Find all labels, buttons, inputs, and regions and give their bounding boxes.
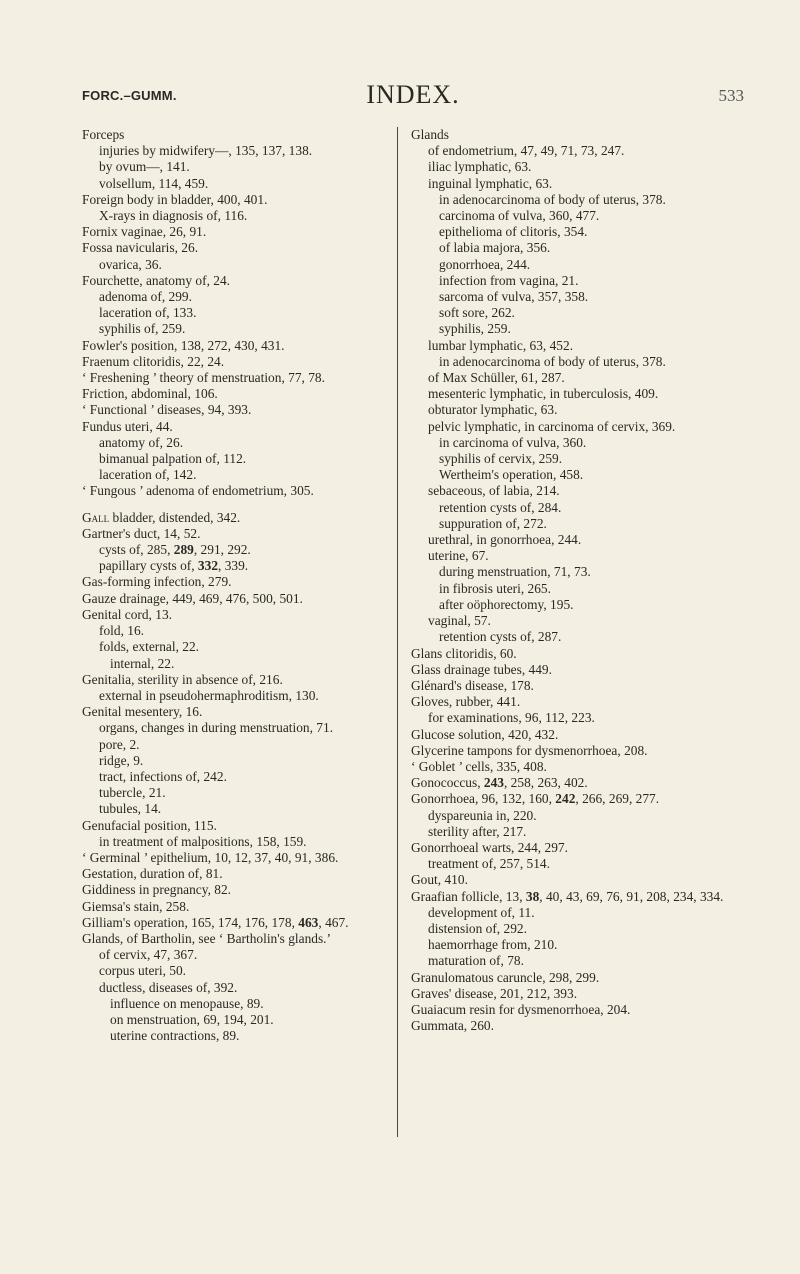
index-subentry: volsellum, 114, 459.: [99, 175, 209, 191]
index-subentry: during menstruation, 71, 73.: [439, 564, 591, 580]
index-subentry: Wertheim's operation, 458.: [439, 467, 584, 483]
index-subentry: adenoma of, 299.: [99, 289, 192, 305]
index-subentry: laceration of, 142.: [99, 467, 197, 483]
index-subentry: internal, 22.: [110, 655, 175, 671]
index-entry: Glycerine tampons for dysmenorrhoea, 208.: [411, 742, 648, 758]
index-subentry: vaginal, 57.: [428, 613, 491, 629]
index-subentry: bimanual palpation of, 112.: [99, 451, 247, 467]
index-entry: ‘ Freshening ’ theory of menstruation, 77, 78.: [82, 370, 325, 386]
index-subentry: organs, changes in during menstruation, 71.: [99, 720, 334, 736]
index-entry: ‘ Goblet ’ cells, 335, 408.: [411, 758, 547, 774]
index-subentry: infection from vagina, 21.: [439, 272, 579, 288]
index-entry: Fourchette, anatomy of, 24.: [82, 272, 231, 288]
index-entry: Genitalia, sterility in absence of, 216.: [82, 671, 283, 687]
index-subentry: papillary cysts of, 332, 339.: [99, 558, 249, 574]
index-subentry: urethral, in gonorrhoea, 244.: [428, 532, 582, 548]
index-entry: Fraenum clitoridis, 22, 24.: [82, 353, 225, 369]
index-entry: Glans clitoridis, 60.: [411, 645, 517, 661]
page-header: [82, 82, 744, 112]
index-entry: Friction, abdominal, 106.: [82, 386, 218, 402]
index-subentry: obturator lymphatic, 63.: [428, 402, 558, 418]
section-gap: [82, 500, 382, 510]
index-subentry: syphilis of, 259.: [99, 321, 186, 337]
index-subentry: in carcinoma of vulva, 360.: [439, 434, 587, 450]
index-entry: Graafian follicle, 13, 38, 40, 43, 69, 76, 91, 208, 234, 334.: [411, 888, 724, 904]
index-subentry: for examinations, 96, 112, 223.: [428, 710, 595, 726]
index-subentry: suppuration of, 272.: [439, 515, 547, 531]
index-subentry: anatomy of, 26.: [99, 434, 184, 450]
index-entry: Gonococcus, 243, 258, 263, 402.: [411, 775, 588, 791]
index-subentry: sterility after, 217.: [428, 823, 527, 839]
index-entry: Glands, of Bartholin, see ‘ Bartholin's glands.’: [82, 930, 331, 946]
index-subentry: carcinoma of vulva, 360, 477.: [439, 208, 600, 224]
column-divider: [397, 127, 398, 1137]
index-subentry: pore, 2.: [99, 736, 140, 752]
index-subentry: of labia majora, 356.: [439, 240, 551, 256]
index-subentry: folds, external, 22.: [99, 639, 200, 655]
index-subentry: in adenocarcinoma of body of uterus, 378.: [439, 353, 666, 369]
index-subentry: tract, infections of, 242.: [99, 768, 227, 784]
index-entry: ‘ Fungous ’ adenoma of endometrium, 305.: [82, 483, 314, 499]
index-entry: Glénard's disease, 178.: [411, 677, 534, 693]
index-entry: Forceps: [82, 127, 125, 142]
index-subentry: sarcoma of vulva, 357, 358.: [439, 289, 589, 305]
running-head: FORC.–GUMM.: [82, 88, 177, 103]
index-subentry: after oöphorectomy, 195.: [439, 596, 574, 612]
index-entry: Foreign body in bladder, 400, 401.: [82, 191, 268, 207]
index-subentry: retention cysts of, 287.: [439, 629, 562, 645]
index-entry: ‘ Germinal ’ epithelium, 10, 12, 37, 40, 91, 386.: [82, 849, 339, 865]
index-entry: Graves' disease, 201, 212, 393.: [411, 985, 578, 1001]
index-entry: Gauze drainage, 449, 469, 476, 500, 501.: [82, 590, 303, 606]
index-subentry: sebaceous, of labia, 214.: [428, 483, 560, 499]
index-entry: Gilliam's operation, 165, 174, 176, 178, 463, 467.: [82, 914, 349, 930]
index-entry: Genital cord, 13.: [82, 606, 172, 622]
index-entry: Gloves, rubber, 441.: [411, 694, 521, 710]
index-entry: Genufacial position, 115.: [82, 817, 217, 833]
index-entry: Gestation, duration of, 81.: [82, 866, 223, 882]
index-subentry: fold, 16.: [99, 623, 145, 639]
index-subentry: syphilis of cervix, 259.: [439, 451, 563, 467]
index-subentry: injuries by midwifery—, 135, 137, 138.: [99, 143, 313, 159]
index-subentry: pelvic lymphatic, in carcinoma of cervix, 369.: [428, 418, 676, 434]
index-subentry: treatment of, 257, 514.: [428, 856, 550, 872]
index-subentry: uterine, 67.: [428, 548, 489, 564]
index-subentry: uterine contractions, 89.: [110, 1028, 240, 1044]
index-subentry: ridge, 9.: [99, 752, 144, 768]
index-subentry: epithelioma of clitoris, 354.: [439, 224, 588, 240]
index-entry: Giemsa's stain, 258.: [82, 898, 190, 914]
index-subentry: syphilis, 259.: [439, 321, 511, 337]
index-subentry: development of, 11.: [428, 904, 535, 920]
index-entry: Gonorrhoea, 96, 132, 160, 242, 266, 269, 277.: [411, 791, 660, 807]
index-entry: Gonorrhoeal warts, 244, 297.: [411, 839, 568, 855]
page-number: 533: [718, 86, 744, 105]
index-subentry: retention cysts of, 284.: [439, 499, 562, 515]
index-subentry: ductless, diseases of, 392.: [99, 979, 238, 995]
index-subentry: X-rays in diagnosis of, 116.: [99, 208, 248, 224]
index-subentry: in treatment of malpositions, 158, 159.: [99, 833, 307, 849]
index-subentry: laceration of, 133.: [99, 305, 197, 321]
index-subentry: cysts of, 285, 289, 291, 292.: [99, 542, 251, 558]
index-subentry: iliac lymphatic, 63.: [428, 159, 532, 175]
index-subentry: gonorrhoea, 244.: [439, 256, 531, 272]
index-entry: Gall bladder, distended, 342.: [82, 509, 241, 525]
index-entry: ‘ Functional ’ diseases, 94, 393.: [82, 402, 252, 418]
index-subentry: corpus uteri, 50.: [99, 963, 187, 979]
index-subentry: in fibrosis uteri, 265.: [439, 580, 551, 596]
page-title: INDEX.: [366, 80, 460, 109]
index-entry: Fornix vaginae, 26, 91.: [82, 224, 207, 240]
index-subentry: dyspareunia in, 220.: [428, 807, 537, 823]
index-subentry: of Max Schüller, 61, 287.: [428, 370, 565, 386]
index-entry: Granulomatous caruncle, 298, 299.: [411, 969, 600, 985]
index-entry: Guaiacum resin for dysmenorrhoea, 204.: [411, 1001, 631, 1017]
index-entry: Gout, 410.: [411, 872, 468, 888]
index-subentry: soft sore, 262.: [439, 305, 515, 321]
index-subentry: in adenocarcinoma of body of uterus, 378.: [439, 191, 666, 207]
index-entry: Glass drainage tubes, 449.: [411, 661, 552, 677]
index-subentry: influence on menopause, 89.: [110, 995, 264, 1011]
index-entry: Fowler's position, 138, 272, 430, 431.: [82, 337, 285, 353]
index-subentry: of cervix, 47, 367.: [99, 947, 198, 963]
index-entry: Gummata, 260.: [411, 1018, 494, 1034]
right-column: [411, 127, 733, 1034]
index-subentry: inguinal lymphatic, 63.: [428, 175, 553, 191]
index-entry: Genital mesentery, 16.: [82, 704, 203, 720]
index-subentry: maturation of, 78.: [428, 953, 524, 969]
index-entry: Glands: [411, 127, 449, 142]
index-entry: Giddiness in pregnancy, 82.: [82, 882, 232, 898]
index-subentry: on menstruation, 69, 194, 201.: [110, 1011, 274, 1027]
index-subentry: mesenteric lymphatic, in tuberculosis, 409.: [428, 386, 659, 402]
index-subentry: by ovum—, 141.: [99, 159, 190, 175]
index-entry: Gas-forming infection, 279.: [82, 574, 232, 590]
left-column: [82, 127, 382, 1044]
index-subentry: external in pseudohermaphroditism, 130.: [99, 687, 319, 703]
index-subentry: distension of, 292.: [428, 920, 527, 936]
index-subentry: haemorrhage from, 210.: [428, 937, 558, 953]
index-subentry: tubercle, 21.: [99, 785, 166, 801]
index-entry: Fundus uteri, 44.: [82, 418, 173, 434]
index-entry: Gartner's duct, 14, 52.: [82, 525, 201, 541]
index-entry: Glucose solution, 420, 432.: [411, 726, 559, 742]
index-subentry: of endometrium, 47, 49, 71, 73, 247.: [428, 143, 625, 159]
index-entry: Fossa navicularis, 26.: [82, 240, 199, 256]
index-subentry: ovarica, 36.: [99, 256, 162, 272]
index-subentry: tubules, 14.: [99, 801, 162, 817]
index-subentry: lumbar lymphatic, 63, 452.: [428, 337, 574, 353]
